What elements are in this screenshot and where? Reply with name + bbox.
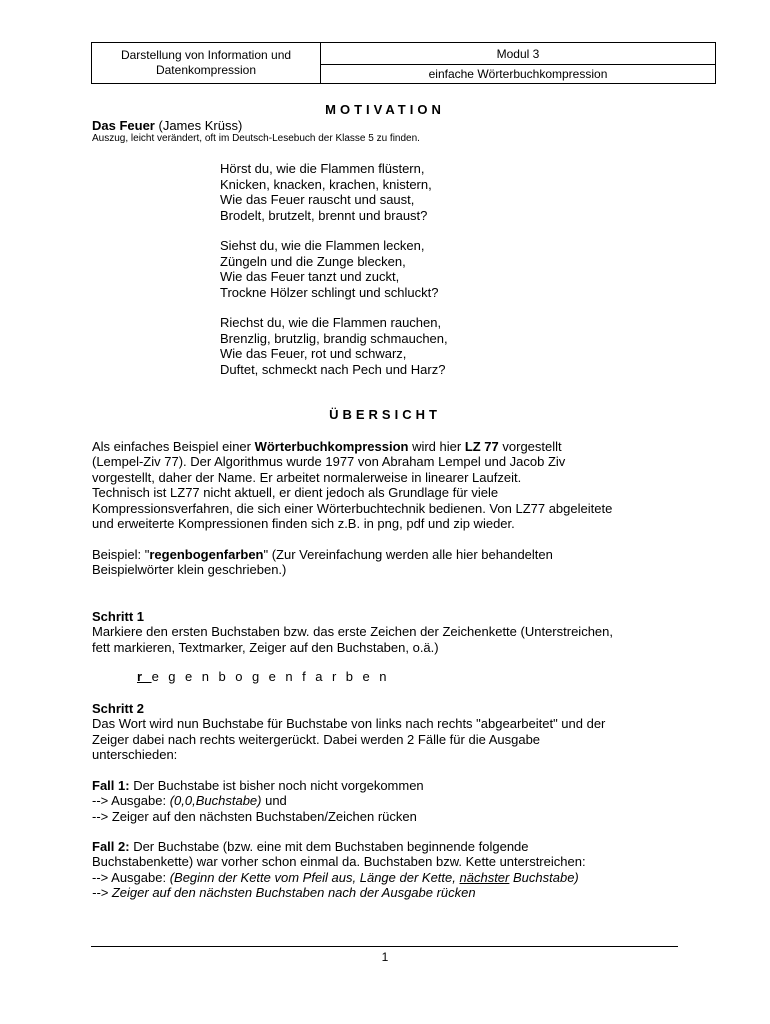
remaining-letters: egenbogenfarben	[151, 669, 396, 684]
header-topic: einfache Wörterbuchkompression	[428, 67, 608, 81]
paragraph-line: Das Wort wird nun Buchstabe für Buchstabe von links nach rechts "abgearbeitet" und der	[92, 716, 606, 732]
poem-line: Brenzlig, brutzlig, brandig schmauchen,	[220, 330, 448, 346]
case-1-label: Fall 1:	[92, 778, 130, 793]
footer-rule	[91, 946, 678, 947]
case-1	[92, 778, 424, 824]
poem-title-bold: Das Feuer	[92, 118, 155, 133]
header-table	[91, 42, 716, 84]
poem-line: Knicken, knacken, krachen, knistern,	[220, 176, 432, 192]
header-module: Modul 3	[321, 43, 715, 65]
poem-line: Wie das Feuer rauscht und saust,	[220, 192, 415, 207]
text-run: Der Buchstabe ist bisher noch nicht vorgekommen	[129, 778, 424, 793]
bold-term: regenbogenfarben	[149, 547, 264, 562]
poem-line: Wie das Feuer tanzt und zuckt,	[220, 269, 400, 284]
output-format	[170, 870, 579, 885]
example-word	[137, 669, 396, 684]
text-run: Buchstabe)	[509, 869, 579, 885]
poem-stanza-2	[220, 238, 438, 300]
poem-title	[92, 118, 242, 133]
paragraph-line: --> Zeiger auf den nächsten Buchstaben/Zeichen rücken	[92, 808, 417, 824]
paragraph-line: Markiere den ersten Buchstaben bzw. das erste Zeichen der Zeichenkette (Unterstreichen,	[92, 624, 613, 640]
step-2-title: Schritt 2	[92, 701, 145, 716]
text-run: (Beginn der Kette vom Pfeil aus, Länge der Kette,	[169, 869, 460, 885]
text-run: --> Ausgabe:	[92, 869, 170, 885]
poem-line: Wie das Feuer, rot und schwarz,	[220, 346, 407, 361]
text-run: " (Zur Vereinfachung werden alle hier behandelten	[263, 547, 553, 562]
section-heading-overview: ÜBERSICHT	[329, 407, 441, 422]
bold-term: LZ 77	[464, 439, 499, 454]
paragraph-line	[92, 547, 553, 562]
section-heading-motivation: MOTIVATION	[325, 102, 445, 117]
paragraph-line: Zeiger dabei nach rechts weitergerückt. Dabei werden 2 Fälle für die Ausgabe	[92, 731, 541, 747]
bold-term: Wörterbuchkompression	[254, 439, 409, 454]
underlined-term: nächster	[459, 869, 510, 885]
text-run: Beispiel: "	[92, 547, 150, 562]
paragraph-line: --> Zeiger auf den nächsten Buchstaben nach der Ausgabe rücken	[92, 885, 476, 901]
paragraph-line: Technisch ist LZ77 nicht aktuell, er dient jedoch als Grundlage für viele	[92, 485, 499, 501]
step-1-title: Schritt 1	[92, 609, 145, 624]
paragraph-line: (Lempel-Ziv 77). Der Algorithmus wurde 1977 von Abraham Lempel und Jacob Ziv	[92, 454, 566, 470]
header-course-title: Darstellung von Information und Datenkompression	[92, 43, 321, 83]
poem-stanza-3	[220, 315, 448, 377]
text-run: vorgestellt	[498, 439, 562, 454]
poem-line: Züngeln und die Zunge blecken,	[220, 253, 406, 269]
overview-paragraph-2	[92, 547, 553, 578]
paragraph-line: Beispielwörter klein geschrieben.)	[92, 562, 287, 578]
poem-line: Hörst du, wie die Flammen flüstern,	[220, 161, 425, 176]
text-run: Als einfaches Beispiel einer	[92, 439, 255, 454]
paragraph-line	[92, 439, 612, 454]
step-2	[92, 701, 605, 763]
overview-paragraph-1	[92, 439, 612, 531]
paragraph-line: fett markieren, Textmarker, Zeiger auf den Buchstaben, o.ä.)	[92, 639, 439, 655]
paragraph-line: Kompressionsverfahren, die sich einer Wörterbuchtechnik bedienen. Von LZ77 abgeleitete	[92, 500, 613, 516]
poem-line: Siehst du, wie die Flammen lecken,	[220, 238, 425, 253]
poem-author: (James Krüss)	[154, 118, 243, 133]
poem-source: Auszug, leicht verändert, oft im Deutsch-Lesebuch der Klasse 5 zu finden.	[92, 133, 420, 144]
poem-line: Brodelt, brutzelt, brennt und braust?	[220, 207, 428, 223]
step-1	[92, 609, 613, 655]
text-run: und	[261, 793, 287, 809]
text-run: wird hier	[408, 439, 465, 454]
marked-letter: r	[137, 669, 152, 684]
paragraph-line: unterschieden:	[92, 747, 178, 763]
poem-line: Duftet, schmeckt nach Pech und Harz?	[220, 361, 446, 377]
case-2-label: Fall 2:	[92, 839, 130, 854]
text-run: Der Buchstabe (bzw. eine mit dem Buchstaben beginnende folgende	[129, 839, 529, 854]
text-run: --> Ausgabe:	[92, 793, 170, 809]
poem-line: Trockne Hölzer schlingt und schluckt?	[220, 284, 439, 300]
page-number: 1	[381, 950, 389, 964]
poem-line: Riechst du, wie die Flammen rauchen,	[220, 315, 442, 330]
paragraph-line: vorgestellt, daher der Name. Er arbeitet normalerweise in linearer Laufzeit.	[92, 469, 522, 485]
paragraph-line: und erweiterte Kompressionen finden sich z.B. in png, pdf und zip wieder.	[92, 516, 515, 532]
paragraph-line: Buchstabenkette) war vorher schon einmal da. Buchstaben bzw. Kette unterstreichen:	[92, 854, 586, 870]
case-2	[92, 839, 586, 901]
output-format: (0,0,Buchstabe)	[169, 793, 262, 809]
poem-stanza-1	[220, 161, 432, 223]
